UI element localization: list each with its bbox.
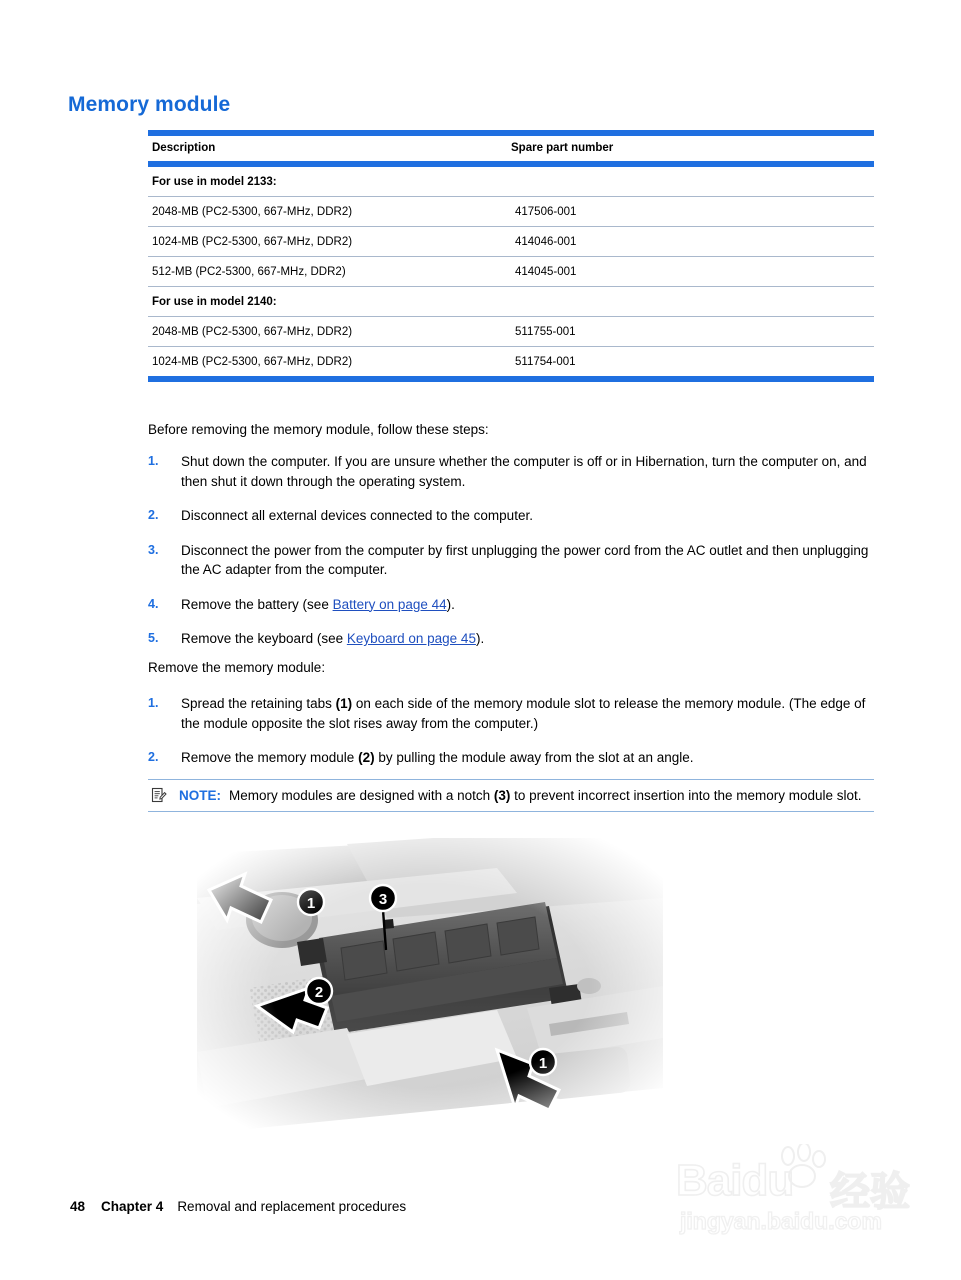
callout-ref: (2) bbox=[358, 750, 375, 765]
watermark-brand-cn: 经验 bbox=[830, 1170, 910, 1214]
footer-page-number: 48 bbox=[70, 1199, 86, 1214]
table-row bbox=[148, 347, 874, 377]
table-rule-bottom bbox=[148, 376, 874, 382]
column-header-description: Description bbox=[152, 142, 216, 154]
step-text-pre: Remove the battery (see bbox=[181, 596, 333, 612]
page-title: Memory module bbox=[68, 93, 231, 116]
memory-module-figure bbox=[197, 838, 663, 1134]
paw-icon bbox=[772, 1144, 834, 1190]
cell-spare-part-number: 417506-001 bbox=[511, 197, 874, 227]
step-number: 2. bbox=[148, 750, 159, 764]
group-spare-part-number bbox=[511, 167, 874, 197]
cross-reference-battery[interactable]: Battery on page 44 bbox=[332, 596, 447, 612]
watermark-site: jingyan.baidu.com bbox=[680, 1208, 882, 1234]
list-item bbox=[148, 629, 874, 649]
group-label: For use in model 2133: bbox=[148, 167, 511, 197]
cell-description: 2048-MB (PC2-5300, 667-MHz, DDR2) bbox=[148, 317, 511, 347]
before-removal-intro: Before removing the memory module, follow these steps: bbox=[148, 422, 489, 437]
group-label: For use in model 2140: bbox=[148, 287, 511, 317]
cell-description: 1024-MB (PC2-5300, 667-MHz, DDR2) bbox=[152, 356, 353, 368]
removal-intro: Remove the memory module: bbox=[148, 660, 326, 675]
table-body bbox=[148, 130, 874, 382]
step-number: 5. bbox=[148, 631, 159, 645]
list-item bbox=[148, 506, 874, 526]
cell-spare-part-number: 414046-001 bbox=[511, 227, 874, 257]
note-content bbox=[148, 786, 874, 805]
step-text-post: ). bbox=[446, 596, 455, 612]
table-group-row bbox=[148, 287, 874, 317]
step-text: Disconnect all external devices connected to the computer. bbox=[181, 508, 533, 523]
footer-chapter-title: Removal and replacement procedures bbox=[177, 1199, 407, 1214]
step-number: 1. bbox=[148, 696, 159, 710]
cell-description: 1024-MB (PC2-5300, 667-MHz, DDR2) bbox=[148, 227, 511, 257]
page-footer bbox=[70, 1199, 406, 1214]
table-row bbox=[148, 227, 874, 257]
list-item bbox=[148, 748, 874, 768]
footer-chapter: Chapter 4 bbox=[101, 1199, 164, 1214]
table-header-row bbox=[148, 136, 874, 161]
step-number: 2. bbox=[148, 508, 159, 522]
callout-ref: (3) bbox=[493, 788, 511, 803]
list-item bbox=[148, 452, 874, 491]
removal-steps bbox=[148, 694, 874, 768]
note-text-post: to prevent incorrect insertion into the memory module slot. bbox=[510, 788, 862, 803]
baidu-watermark bbox=[676, 1152, 956, 1244]
list-item bbox=[148, 541, 874, 580]
cell-description: 512-MB (PC2-5300, 667-MHz, DDR2) bbox=[148, 257, 511, 287]
cell-spare-part-number: 511754-001 bbox=[515, 356, 576, 368]
note-label: NOTE: bbox=[179, 788, 221, 803]
table-row bbox=[148, 257, 874, 287]
column-header-spare-part-number: Spare part number bbox=[511, 142, 614, 154]
step-number: 4. bbox=[148, 596, 159, 611]
cell-spare-part-number: 511755-001 bbox=[511, 317, 874, 347]
table-row bbox=[148, 197, 874, 227]
step-text-post: ). bbox=[475, 631, 485, 646]
list-item bbox=[148, 595, 874, 615]
step-text-pre: Spread the retaining tabs bbox=[181, 696, 336, 711]
before-removal-steps bbox=[148, 452, 874, 649]
spare-parts-table bbox=[148, 130, 874, 382]
step-text: Disconnect the power from the computer by first unplugging the power cord from the AC outlet and then unplugging the AC adapter from the computer. bbox=[181, 542, 869, 577]
table-group-row bbox=[148, 167, 874, 197]
cell-description: 2048-MB (PC2-5300, 667-MHz, DDR2) bbox=[148, 197, 511, 227]
step-number: 3. bbox=[148, 542, 159, 557]
step-text-post: on each side of the memory module slot to release the memory module. (The edge of the module opposite the slot rises away from the computer.) bbox=[181, 696, 866, 731]
list-item bbox=[148, 694, 874, 733]
cross-reference-keyboard[interactable]: Keyboard on page 45 bbox=[346, 631, 476, 646]
group-spare-part-number bbox=[511, 287, 874, 317]
table-row bbox=[148, 317, 874, 347]
cell-spare-part-number: 414045-001 bbox=[511, 257, 874, 287]
step-text: Shut down the computer. If you are unsure whether the computer is off or in Hibernation, turn the computer on, and then shut it down through the operating system. bbox=[181, 454, 867, 489]
step-number: 1. bbox=[148, 454, 159, 468]
watermark-brand: Baidu bbox=[676, 1156, 794, 1205]
step-text-pre: Remove the keyboard (see bbox=[181, 631, 347, 646]
note-callout bbox=[148, 779, 874, 812]
step-text-post: by pulling the module away from the slot at an angle. bbox=[374, 750, 694, 765]
note-text-pre: Memory modules are designed with a notch bbox=[229, 788, 494, 803]
notepad-icon bbox=[151, 787, 167, 803]
callout-ref: (1) bbox=[335, 696, 353, 711]
step-text-pre: Remove the memory module bbox=[181, 750, 359, 765]
